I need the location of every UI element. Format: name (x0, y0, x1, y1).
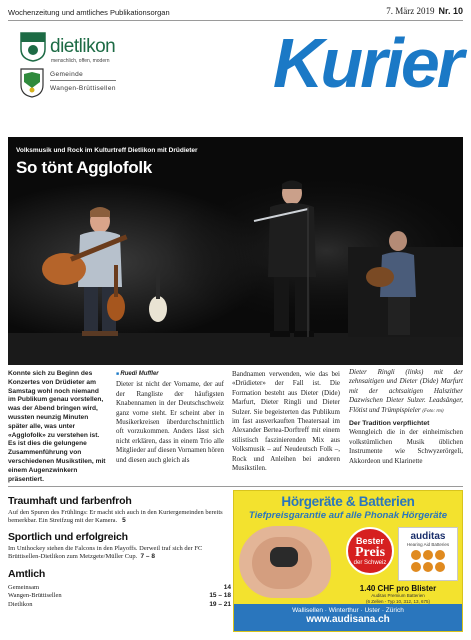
toc-label: Gemeinsam (8, 584, 40, 591)
article-column-2 (116, 370, 224, 465)
issue-date: 7. März 2019 (386, 6, 435, 16)
teaser-text (8, 509, 223, 526)
lead-photo (8, 137, 463, 365)
battery-cells-icon (399, 550, 457, 572)
article-column-4 (349, 368, 463, 466)
wangen-bruettisellen-logo (20, 68, 160, 102)
teaser-spring[interactable] (8, 495, 223, 526)
badge-line-2: Preis (354, 545, 386, 560)
best-price-badge (346, 527, 394, 575)
article-column-3: Bandnamen verwenden, wie das bei «Drüdieter» der Fall ist. Die Formation besteht aus Dieter (Dide) Marfurt, Dieter Ringli und Dieter Sulzer. Sie begeisterten das Publikum im fast ausverkauften Theatersaal im Alexander Bertea-Dorftreff mit einem stilistisch faszinierenden Mix aus Volksmusik – auf Neudeutsch Folk –, Rock und Anleihen bei anderen Musikstilen. (232, 370, 340, 473)
gemeinde-label: Gemeinde (50, 71, 84, 78)
logo-divider (50, 80, 116, 81)
battery-brand-sub: Hearing Aid Batteries (406, 542, 450, 547)
badge-line-3: der Schweiz (353, 560, 387, 566)
top-divider (8, 20, 463, 21)
toc-page: 15 – 18 (209, 592, 231, 600)
dietlikon-logo (20, 32, 220, 72)
article-text-2: Dieter ist nicht der Vorname, der auf der Rangliste der häufigsten Knabennamen in der Deutschschweiz ganz vorne steht. Er scheint aber in Musikerkreisen überdurchschnittlich oft vorzukommen. Anders lässt sich nicht erklären, dass in einem Trio alle Mitglieder auf diesen Vornamen hören und diesen auch gleich als (116, 380, 224, 464)
badge-line-1: Bester (355, 536, 384, 546)
ad-url-link[interactable]: www.audisana.ch (306, 614, 390, 625)
amtlich-section (8, 568, 223, 580)
teaser-page: 7 – 8 (140, 553, 155, 561)
battery-pack (398, 527, 458, 581)
ad-price: 1.40 CHF pro Blister (359, 584, 437, 593)
teaser-sport[interactable] (8, 531, 223, 562)
ad-locations: Wallisellen · Winterthur · Uster · Zürich (292, 607, 404, 614)
teaser-text (8, 545, 223, 562)
ad-headline: Hörgeräte & Batterien (281, 494, 415, 509)
teaser-title: Sportlich und erfolgreich (8, 531, 128, 543)
section-divider (8, 486, 463, 487)
photo-credit: (Foto: rm) (422, 408, 444, 414)
publication-tagline: Wochenzeitung und amtliches Publikationsorgan (8, 8, 170, 17)
byline: ■ Ruedi Muffler (116, 370, 224, 379)
ad-subheadline: Tiefpreisgarantie auf alle Phonak Hörgeräte (248, 510, 448, 521)
toc-row[interactable] (8, 592, 231, 600)
ad-price-note-2: (6 Zellen - Typ 10, 312, 13, 675) (366, 599, 430, 604)
issue-info (386, 6, 463, 16)
lead-paragraph: Konnte sich zu Beginn des Konzertes von Drüdieter am Samstag wohl noch niemand im Publikum genau vorstellen, was der Abend bringen wird, wussten neunzig Minuten später alle, was unter «Agglofolk» zu verstehen ist. Es ist dies die gelungene Zusammenführung von verschiedenen Musikstilen, mit einem Augenzwinkern präsentiert. (8, 370, 106, 483)
ad-footer (234, 604, 462, 631)
amtlich-title: Amtlich (8, 568, 46, 580)
hearing-aid-icon (270, 547, 298, 567)
teaser-body: Im Unihockey stehen die Falcons in den Playoffs. Derweil traf sich der FC Brüttisellen-Dietlikon zum Metzgete/Müller Cup. (8, 545, 203, 561)
toc-page: 14 (223, 584, 231, 591)
dietlikon-crest-icon (20, 32, 46, 62)
masthead-title: Kurier (272, 24, 461, 102)
photo-caption (349, 368, 463, 416)
wangen-crest-icon (20, 68, 44, 98)
dietlikon-wordmark: dietlikon (50, 36, 116, 57)
article-text-4: Wenngleich die in der einheimischen volkstümlichen Musik üblichen Instrumente wie Schwyzerörgeli, Akkordeon und Klarinette (349, 428, 463, 465)
teaser-page: 5 (122, 517, 126, 525)
toc-label: Wangen-Brüttisellen (8, 592, 62, 600)
amtlich-toc (8, 584, 231, 609)
toc-row[interactable] (8, 601, 231, 609)
ad-price-block (336, 584, 460, 605)
toc-row[interactable] (8, 584, 231, 592)
issue-number: Nr. 10 (438, 6, 463, 16)
photo-caption-text: Dieter Ringli (links) mit der zehnsaitigen und Dieter (Dide) Marfurt mit der achtsaitigen Halszither Dazwischen Dieter Sulzer. Leadsänger, Flötist und Trümpispieler (349, 368, 463, 414)
lead-headline: So tönt Agglofolk (16, 158, 152, 177)
teaser-body: Auf den Spuren des Frühlings: Er macht sich auch in den Kuriergemeinden bereits bemerkbar. Ein Streifzug mit der Kamera. (8, 509, 223, 525)
top-header (8, 4, 463, 20)
lead-kicker: Volksmusik und Rock im Kulturtreff Dietlikon mit Drüdieter (16, 147, 198, 154)
toc-label: Dietlikon (8, 600, 33, 608)
gemeinde-name: Wangen-Brüttisellen (50, 85, 116, 92)
dietlikon-slogan: menschlich, offen, modern (51, 58, 110, 64)
battery-brand: auditas (410, 531, 446, 542)
teaser-title: Traumhaft und farbenfroh (8, 495, 132, 507)
toc-page: 19 – 21 (209, 600, 231, 608)
ad-price-note-1: Auditas Premium Batterien (371, 593, 425, 598)
hearing-aid-advertisement[interactable] (233, 490, 463, 632)
article-subhead: Der Tradition verpflichtet (349, 420, 430, 428)
